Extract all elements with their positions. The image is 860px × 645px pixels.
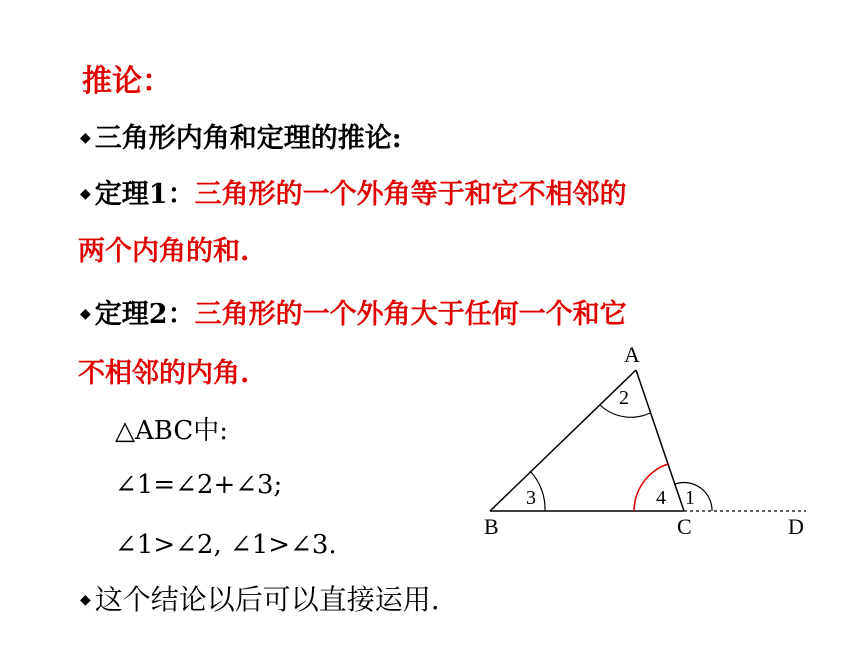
angle-4-label: 4 (656, 487, 666, 509)
theorem2-label: 定理2： (94, 299, 195, 330)
theorem2-text: 三角形的一个外角大于任何一个和它 (194, 299, 627, 330)
theorem1-text: 三角形的一个外角等于和它不相邻的 (194, 179, 627, 210)
theorem2-line2: 不相邻的内角. (78, 358, 250, 389)
example-line3: ∠1>∠2, ∠1>∠3. (115, 530, 337, 560)
bullet-icon: ◆ (80, 592, 91, 608)
bullet-icon: ◆ (80, 306, 91, 322)
point-d-label: D (788, 514, 804, 539)
bullet-icon: ◆ (80, 130, 91, 146)
bullet-icon: ◆ (80, 186, 91, 202)
angle-1-label: 1 (685, 487, 695, 509)
vertex-c-label: C (677, 514, 692, 539)
vertex-a-label: A (624, 342, 640, 367)
side-ab (490, 370, 636, 511)
corollary-title: 三角形内角和定理的推论: (94, 123, 402, 154)
example-line2: ∠1=∠2+∠3; (115, 470, 283, 500)
angle-3-label: 3 (526, 487, 536, 509)
theorem1-label: 定理1： (94, 179, 195, 210)
example-line1: △ABC中: (115, 416, 229, 446)
heading: 推论： (82, 64, 172, 99)
angle-2-label: 2 (619, 387, 629, 409)
conclusion-text: 这个结论以后可以直接运用. (94, 583, 440, 616)
theorem1-line2: 两个内角的和. (78, 236, 250, 267)
vertex-b-label: B (484, 514, 499, 539)
